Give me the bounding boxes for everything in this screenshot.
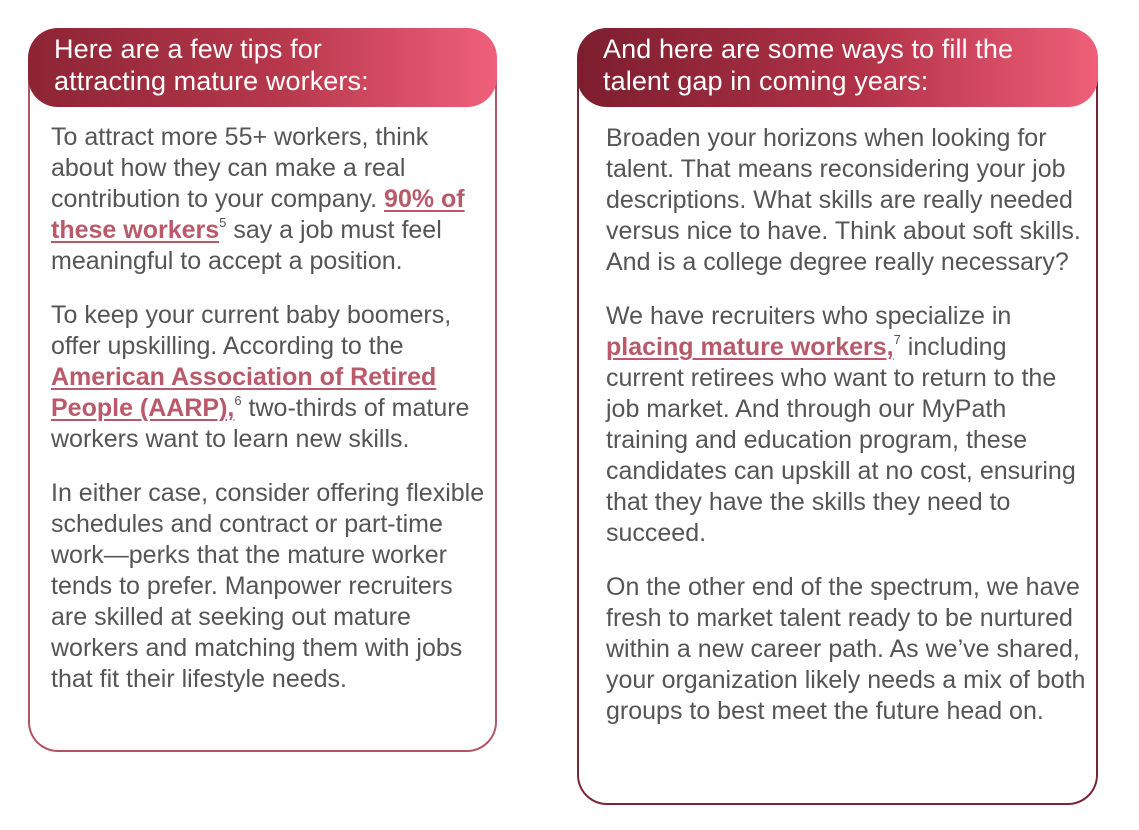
tips-p1-text-a: To attract more 55+ workers, think about how they can make a real contribution to your company. bbox=[51, 123, 429, 213]
talent-gap-title-line1: And here are some ways to fill the bbox=[603, 34, 1014, 64]
tips-paragraph-2 bbox=[51, 300, 491, 455]
talent-gap-p2-text-b: including current retirees who want to return to the job market. And through our MyPath training and education program, these candidates can upskill at no cost, ensuring that they have the skills they need to succeed. bbox=[606, 333, 1076, 547]
footnote-5: 5 bbox=[219, 215, 227, 230]
talent-gap-card-header bbox=[577, 28, 1098, 107]
talent-gap-paragraph-3: On the other end of the spectrum, we have fresh to market talent ready to be nurtured within a new career path. As we’ve shared, your organization likely needs a mix of both groups to best meet the future head on. bbox=[606, 573, 1086, 725]
link-aarp[interactable]: American Association of Retired People (AARP), bbox=[51, 363, 437, 422]
tips-paragraph-1 bbox=[51, 122, 491, 277]
tips-p2-text-b: two-thirds of mature workers want to learn new skills. bbox=[51, 394, 470, 453]
tips-card-title-line2: attracting mature workers: bbox=[54, 66, 369, 96]
footnote-7: 7 bbox=[893, 332, 901, 347]
footnote-6: 6 bbox=[234, 393, 242, 408]
tips-card-body bbox=[51, 122, 491, 718]
talent-gap-paragraph-1: Broaden your horizons when looking for talent. That means reconsidering your job descriptions. What skills are really needed versus nice to have. Think about soft skills. And is a college degree really necessary? bbox=[606, 124, 1081, 276]
tips-p1-text-b: say a job must feel meaningful to accept a position. bbox=[51, 216, 442, 275]
link-placing-mature-workers[interactable]: placing mature workers, bbox=[606, 333, 894, 361]
talent-gap-card-body bbox=[606, 123, 1086, 750]
tips-card-header bbox=[28, 28, 497, 107]
tips-p2-text-a: To keep your current baby boomers, offer upskilling. According to the bbox=[51, 301, 452, 360]
talent-gap-p2-text-a: We have recruiters who specialize in bbox=[606, 302, 1012, 330]
talent-gap-paragraph-2 bbox=[606, 301, 1086, 549]
link-90-percent-workers[interactable]: 90% of these workers bbox=[51, 185, 465, 244]
talent-gap-title-line2: talent gap in coming years: bbox=[603, 66, 929, 96]
tips-card-title-line1: Here are a few tips for bbox=[54, 34, 322, 64]
tips-paragraph-3: In either case, consider offering flexible schedules and contract or part-time work—perks that the mature worker tends to prefer. Manpower recruiters are skilled at seeking out mature workers and matching them with jobs that fit their lifestyle needs. bbox=[51, 479, 485, 693]
